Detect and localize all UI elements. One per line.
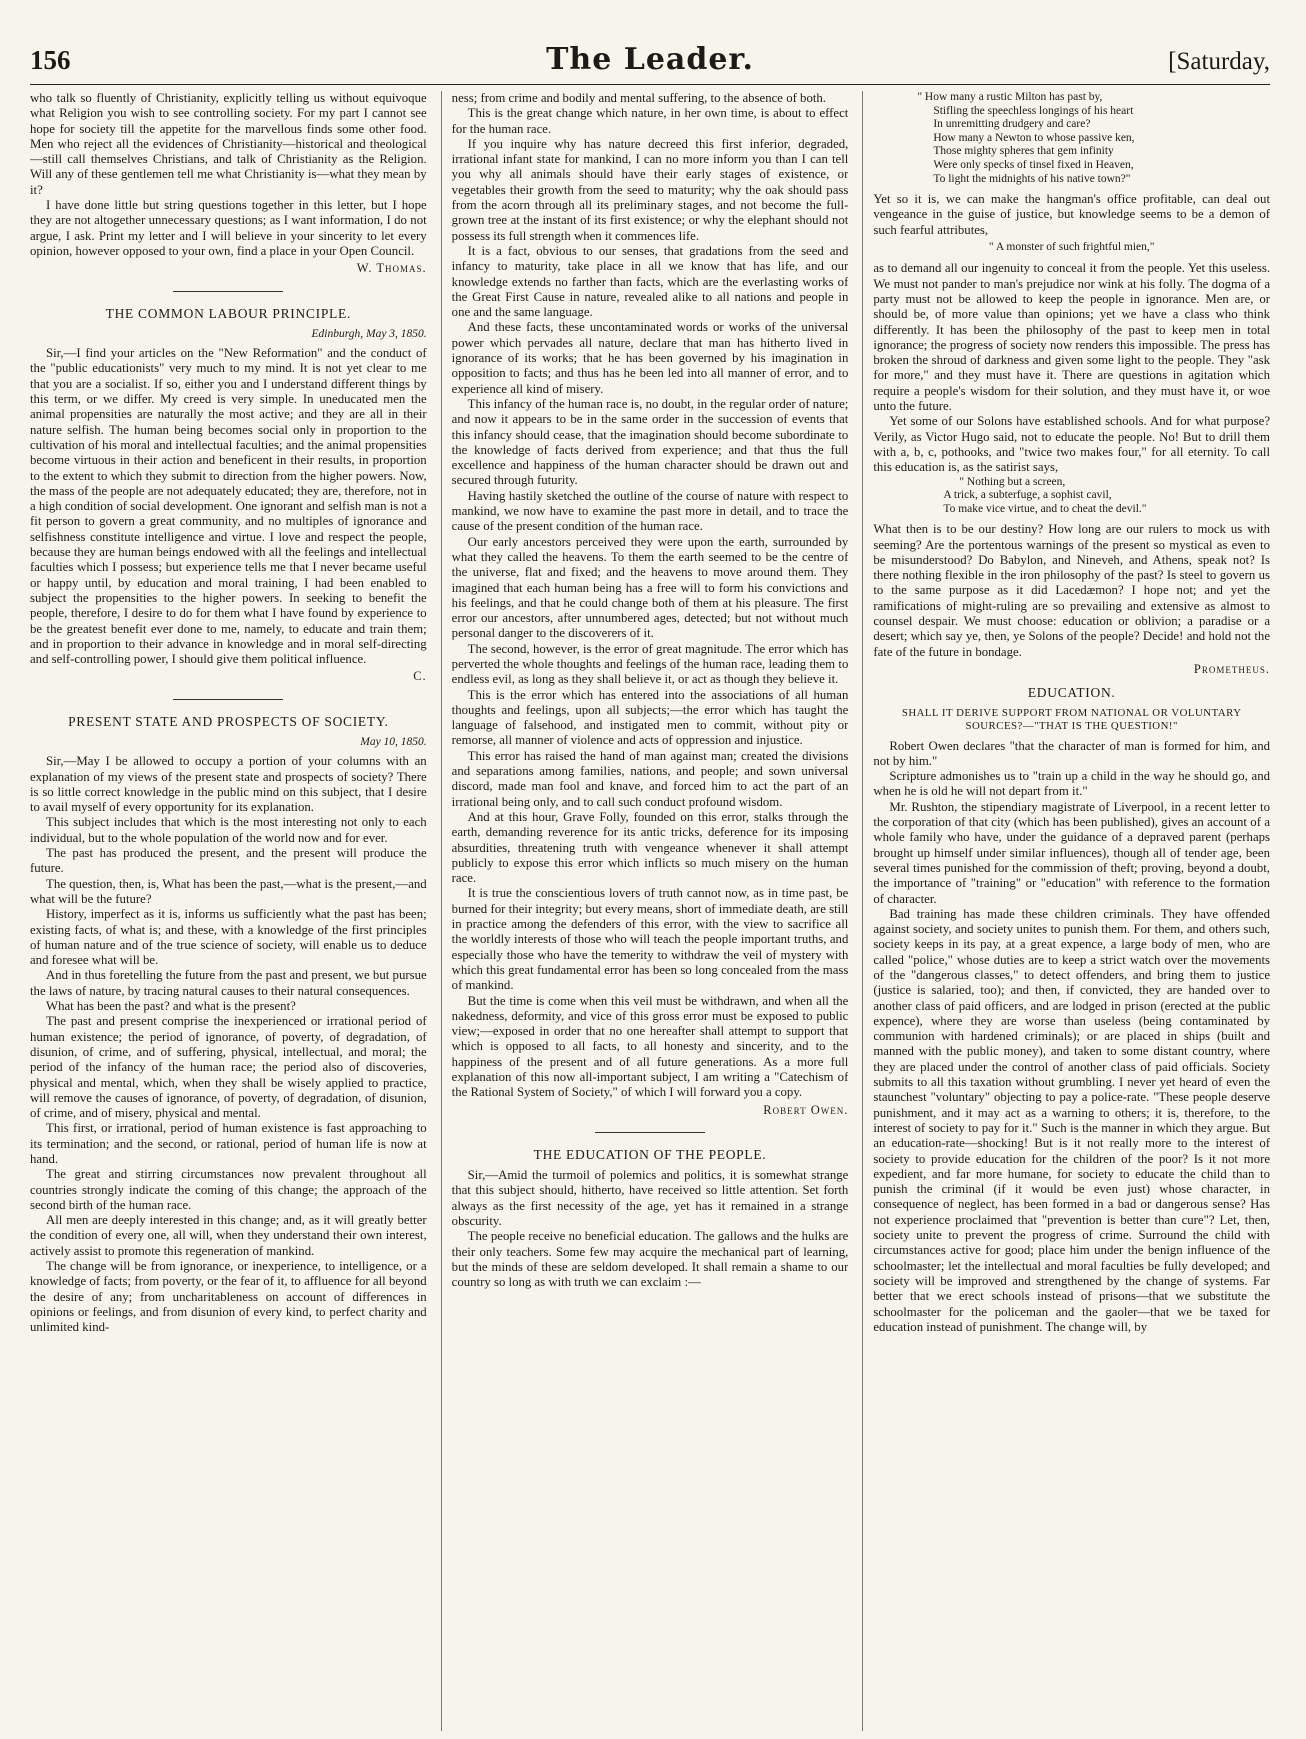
article-heading: THE COMMON LABOUR PRINCIPLE. <box>105 305 352 321</box>
masthead <box>30 42 1270 85</box>
paragraph: Robert Owen declares "that the character of man is formed for him, and not by him." <box>873 738 1271 768</box>
dateline: May 10, 1850. <box>360 735 427 748</box>
paragraph: Our early ancestors perceived they were upon the earth, surrounded by what they called the heavens. To them the earth seemed to be the centre of the universe, flat and fixed; and the heavens to move around them. They imagined that each human being has a free will to form his convictions and his feelings, and that he could change both of them at his pleasure. The first error our ancestors, after unnumbered ages, detected; but not without much personal danger to the discoverers of it. <box>451 534 849 641</box>
signature: W. Thomas. <box>356 261 427 276</box>
paragraph: And these facts, these uncontaminated words or works of the universal power which pervades all nature, declare that man has hitherto lived in ignorance of its works; that he has been governed by his imagination in opposition to facts; and thus has he been led into all manner of error, and to experience all kind of misery. <box>451 320 849 396</box>
article-heading: PRESENT STATE AND PROSPECTS OF SOCIETY. <box>68 713 389 729</box>
paragraph: Scripture admonishes us to "train up a child in the way he should go, and when he is old he will not depart from it." <box>873 769 1271 799</box>
section-divider <box>173 699 283 700</box>
paragraph: Sir,—Amid the turmoil of polemics and politics, it is somewhat strange that this subject should, hitherto, have received so little attention. Set forth always as the first necessity of the age, yet has it remained in a strange obscurity. <box>451 1168 849 1229</box>
page-number: 156 <box>30 45 71 75</box>
paragraph: If you inquire why has nature decreed this first inferior, degraded, irrational infant state for mankind, I can no more inform you than I can tell you why all animals should have their early stages of existence, or vegetables their growth from the seed to maturity; why the oak should pass from the acorn through all its preliminary stages, and not become the full-grown tree at the instant of its first existence; or why the elephant should not possess its full strength when it commences life. <box>451 136 849 243</box>
verse-quotation <box>917 91 1270 186</box>
column-3 <box>862 91 1270 1731</box>
paper-title: The Leader. <box>546 42 754 77</box>
paragraph: Mr. Rushton, the stipendiary magistrate of Liverpool, in a recent letter to the corporation of that city (which has been published), gives an account of a whole family who have, under the guidance of a depraved parent (perhaps brought up himself under similar influences), though all of tender age, been several times punished for the commission of theft; proving, beyond a doubt, the importance of "training" or "education" with reference to the formation of character. <box>873 799 1271 906</box>
paragraph: Yet so it is, we can make the hangman's office profitable, can deal out vengeance in the guise of justice, but knowledge seems to be a demon of such fearful attributes, <box>873 192 1271 237</box>
paragraph: The past and present comprise the inexperienced or irrational period of human existence; the period of ignorance, of poverty, of degradation, of disunion, of crime, and of suffering, physical, intellectual, and moral; the period of the infancy of the human race; the period also of discoveries, physical and mental, which, when they shall be wisely applied to practice, will remove the causes of ignorance, of poverty, of degradation, of disunion, of crime, and of misery, physical and mental. <box>30 1014 427 1121</box>
paragraph: This is the error which has entered into the associations of all human thoughts and feelings, upon all subjects;—the error which has taught the language of falsehood, and instigated men to commit, without pity or remorse, all manner of violence and acts of oppression and injustice. <box>451 687 849 748</box>
verse-line: Were only specks of tinsel fixed in Heaven, <box>933 158 1134 171</box>
paragraph: Sir,—May I be allowed to occupy a portion of your columns with an explanation of my views of the present state and prospects of society? There is so little correct knowledge in the public mind on this subject, that I desire to avail myself of every opportunity for its explanation. <box>30 754 427 815</box>
paragraph: This error has raised the hand of man against man; created the divisions and separations among families, nations, and people; and sown universal discord, made man fool and knave, and forced him to act the part of an irrational being only, and to call such conduct profound wisdom. <box>451 748 849 809</box>
verse-line: How many a Newton to whose passive ken, <box>933 131 1135 144</box>
verse-line: To make vice virtue, and to cheat the devil." <box>943 502 1147 515</box>
paragraph: What has been the past? and what is the present? <box>46 999 296 1014</box>
paragraph: It is true the conscientious lovers of truth cannot now, as in time past, be burned for their integrity; but every means, short of immediate death, are still in practice among the defenders of this error, with the view to sacrifice all the worldly interests of those who will teach the people important truths, and especially those who have the temerity to withdraw the veil of mystery with which this great fundamental error has been so long concealed from the mass of mankind. <box>451 886 849 993</box>
paragraph: This subject includes that which is the most interesting not only to each individual, but to the whole population of the world now and for ever. <box>30 815 427 845</box>
paragraph: This first, or irrational, period of human existence is fast approaching to its termination; and the second, or rational, period of human life is now at hand. <box>30 1121 427 1166</box>
paragraph: This infancy of the human race is, no doubt, in the regular order of nature; and now it appears to be in the same order in the succession of events that this infancy should cease, that the imagination should become subordinate to the knowledge of facts derived from experience; and that thus the full excellence and happiness of the human character should be drawn out and secured through futurity. <box>451 396 849 488</box>
signature: Prometheus. <box>1193 661 1271 676</box>
dateline: Edinburgh, May 3, 1850. <box>311 327 427 340</box>
column-1 <box>30 91 427 1731</box>
article-heading: THE EDUCATION OF THE PEOPLE. <box>533 1146 767 1162</box>
verse-line: Those mighty spheres that gem infinity <box>933 145 1114 158</box>
article-subheading: SHALL IT DERIVE SUPPORT FROM NATIONAL OR VOLUNTARY SOURCES?—"THAT IS THE QUESTION!" <box>901 706 1242 732</box>
section-divider <box>173 291 283 292</box>
verse-line: In unremitting drudgery and care? <box>933 118 1091 131</box>
verse-line: " How many a rustic Milton has past by, <box>917 91 1103 103</box>
signature: C. <box>413 669 427 684</box>
issue-day: [Saturday, <box>1168 48 1270 75</box>
section-divider <box>595 1132 705 1133</box>
paragraph: The people receive no beneficial education. The gallows and the hulks are their only teachers. Some few may acquire the mechanical part of learning, but the minds of these are seldom developed. It shall remain a shame to our country so long as with truth we can exclaim :— <box>451 1229 849 1290</box>
paragraph: Yet some of our Solons have established schools. And for what purpose? Verily, as Victor Hugo said, not to educate the people. No! But to drill them with a, b, c, pothooks, and "twice two makes four," for all eternity. To call this education is, as the satirist says, <box>873 414 1271 475</box>
inline-quotation: " A monster of such frightful mien," <box>988 241 1155 254</box>
paragraph: The question, then, is, What has been the past,—what is the present,—and what will be the future? <box>30 876 427 906</box>
verse-line: " Nothing but a screen, <box>959 475 1066 488</box>
paragraph: And at this hour, Grave Folly, founded on this error, stalks through the earth, demanding reverence for its antic tricks, deference for its imposing absurdities, threatening truth with vengeance whenever it shall attempt publicly to expose this error which inflicts so much misery on the human race. <box>451 809 849 886</box>
columns <box>30 91 1270 1731</box>
paragraph: Bad training has made these children criminals. They have offended against society, and society unites to punish them. For them, and others such, society keeps in its pay, at a great expence, a large body of men, who are called "police," whose duties are to keep a strict watch over the movements of the "dangerous classes," to detect offenders, and bring them to justice (justice is salaried, too); and then, if convicted, they are handed over to another class of paid officers, and are lodged in prison (erected at the public expence), where they are worse than useless (being contaminated by communion with hardened criminals); or are placed in ships (built and manned with the public money), and taken to some distant country, where they are placed under the control of another class of paid officials. Society submits to all this taxation without grumbling. I never yet heard of even the staunchest "voluntary" objecting to pay a police-rate. "These people deserve punishment, and it may act as a warning to others; it is, therefore, to the interest of society to pay for it." Such is the manner in which they argue. But an education-rate—shocking! But is it not really more to the interest of society to provide education for the children of the poor? Is it not more expedient, and far more humane, for society to educate the child than to punish the criminal (if it would be even just) whose character, in consequence of neglect, has been formed in a bad or dangerous sense? Has not experience proclaimed that "prevention is better than cure"? Let, then, society unite to prevent the progress of crime. Surround the child with circumstances active for good; place him under the benign influence of the schoolmaster; let the intellectual and moral faculties be fully developed; and society will be improved and strengthened by the change of systems. Far better that we erect schools instead of prisons—that we substitute the schoolmaster for the policeman and the gaoler—that we be taxed for education instead of punishment. The change will, by <box>873 906 1271 1334</box>
paragraph: It is a fact, obvious to our senses, that gradations from the seed and infancy to maturity, take place in all we know that has life, and our knowledge extends no farther than facts, which are the everlasting works of the Great First Cause in nature, revealed alike to all nations and people in one and the same language. <box>451 243 849 320</box>
paragraph: as to demand all our ingenuity to conceal it from the people. Yet this useless. We must not pander to man's prejudice nor wink at his folly. The dogma of a party must not be allowed to keep the people in ignorance. Men are, or should be, of more value than opinions; yet we have a class who think differently. It has been the philosophy of the past to keep men in total ignorance; the progress of society now renders this impossible. The press has broken the shroud of darkness and given some light to the people. They "ask for more," and they must have it. There are questions in agitation which require a people's wisdom for their solution, and they must have it, or woe unto the future. <box>873 261 1271 414</box>
paragraph: But the time is come when this veil must be withdrawn, and when all the nakedness, deformity, and vice of this gross error must be exposed to public view;—exposed in order that no one hereafter shall attempt to support that which is opposed to all facts, to all honesty and sincerity, and to the happiness of the present and of all future generations. As a more full explanation of this now all-important subject, I am writing a "Catechism of the Rational System of Society," of which I will forward you a copy. <box>451 993 849 1100</box>
paragraph: All men are deeply interested in this change; and, as it will greatly better the condition of every one, all will, when they understand their own interest, actively assist to promote this regeneration of mankind. <box>30 1213 427 1258</box>
paragraph: I have done little but string questions together in this letter, but I hope they are not altogether unnecessary questions; as I want information, I do not argue, I ask. Print my letter and I will believe in your sincerity to let every opinion, however opposed to your own, find a place in your Open Council. <box>30 198 427 258</box>
verse-quotation <box>943 476 1270 517</box>
paragraph: And in thus foretelling the future from the past and present, we but pursue the laws of nature, by tracing natural causes to their natural consequences. <box>30 968 427 998</box>
column-2 <box>441 91 849 1731</box>
paragraph: The past has produced the present, and the present will produce the future. <box>30 846 427 876</box>
paragraph: History, imperfect as it is, informs us sufficiently what the past has been; existing facts, of what is; and these, with a knowledge of the first principles of human nature and of the true science of society, will enable us to deduce and foresee what will be. <box>30 907 427 968</box>
verse-line: To light the midnights of his native town?" <box>933 172 1131 185</box>
verse-line: A trick, a subterfuge, a sophist cavil, <box>943 489 1112 502</box>
paragraph: The second, however, is the error of great magnitude. The error which has perverted the whole thoughts and feelings of the human race, leading them to endless evil, as long as they shall believe it, or act as though they believe it. <box>451 641 849 687</box>
paragraph: who talk so fluently of Christianity, explicitly telling us without equivoque what Religion you wish to see controlling society. For my part I cannot see hope for society till the appetite for the marvellous finds some other food. Men who reject all the evidences of Christianity—historical and theological—still call themselves Christians, and talk of Christianity as the Religion. Will any of these gentlemen tell me what Christianity is—what they mean by it? <box>30 91 427 197</box>
article-heading: EDUCATION. <box>1027 685 1116 701</box>
paragraph: Sir,—I find your articles on the "New Reformation" and the conduct of the "public educationists" very much to my mind. It is not yet clear to me that you are a socialist. If so, either you and I understand different things by this term, or we differ. My creed is very simple. In uneducated men the animal propensities are naturally the most active; and they are all in their nature selfish. The human being becomes social only in proportion to the cultivation of his moral and intellectual faculties; and the animal propensities become virtuous in their action and beneficent in their results, in proportion to the extent to which they submit to direction from the higher powers. Now, the mass of the people are not adequately educated; they are, therefore, not in a high condition of social development. One ignorant and selfish man is not a fit person to govern a great community, and no multiples of ignorance and selfishness constitute intelligence and virtue. I love and respect the people, because they are human beings endowed with all the feelings and intellectual faculties which I possess; but experience tells me that I never became useful or happy until, by education and moral training, I had been enabled to subject the propensities to the higher powers. In seeking to benefit the people, therefore, I desire to do for them what I have found by experience to be the greatest benefit ever done to me, namely, to educate and train them; and in proportion to their advance in knowledge and in moral self-directing and self-controlling power, I should give them political influence. <box>30 346 427 667</box>
verse-line: Stifling the speechless longings of his heart <box>933 104 1134 117</box>
paragraph: This is the great change which nature, in her own time, is about to effect for the human race. <box>451 106 849 136</box>
signature: Robert Owen. <box>763 1102 849 1117</box>
paragraph: What then is to be our destiny? How long are our rulers to mock us with seeming? Are the portentous warnings of the present so mystical as even to be misunderstood? Do Babylon, and Nineveh, and Athens, speak not? Is there nothing flexible in the iron philosophy of the past? Is steel to govern us to the same purpose as it did Lacedæmon? I hope not; and yet the ramifications of might-ruling are so prevailing and extensive as almost to counsel despair. We must choose: education or oblivion; a paradise or a desert; which say ye, then, ye Solons of the people? Decide! and hold not the fate of the future in bondage. <box>873 522 1271 659</box>
paragraph: ness; from crime and bodily and mental suffering, to the absence of both. <box>451 91 826 105</box>
paragraph: The change will be from ignorance, or inexperience, to intelligence, or a knowledge of facts; from poverty, or the fear of it, to affluence for all beyond the desire of any; from uncharitableness on account of differences in opinions or feelings, and from disunion of every kind, to perfect charity and unlimited kind- <box>30 1259 427 1335</box>
paragraph: Having hastily sketched the outline of the course of nature with respect to mankind, we now have to examine the past more in detail, and to trace the cause of the present condition of the human race. <box>451 488 849 534</box>
paragraph: The great and stirring circumstances now prevalent throughout all countries strongly indicate the coming of this change; the approach of the second birth of the human race. <box>30 1167 427 1212</box>
